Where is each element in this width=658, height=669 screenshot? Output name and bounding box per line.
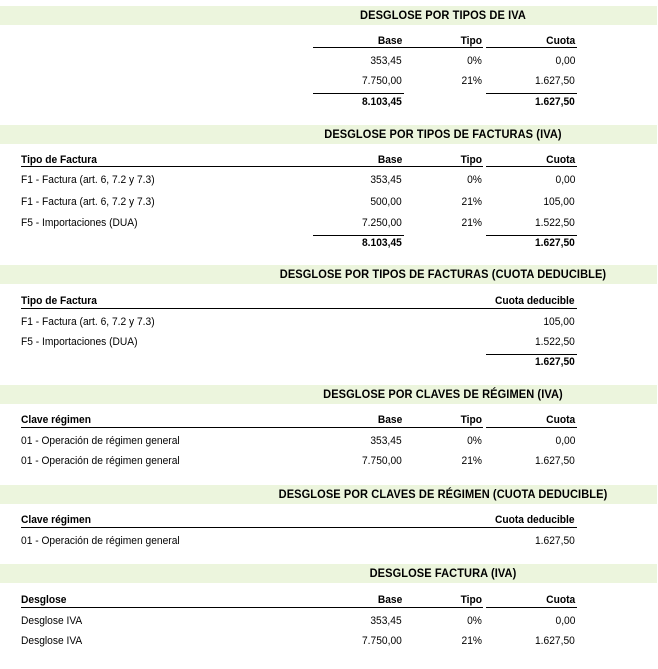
- cell-cuota: 1.627,50: [535, 75, 575, 87]
- header-underline: [486, 47, 577, 48]
- cell-base: 7.750,00: [362, 635, 402, 647]
- column-header-tipo-factura: Tipo de Factura: [21, 295, 97, 307]
- section-header-band: [0, 6, 657, 25]
- cell-base: 353,45: [370, 615, 402, 627]
- column-header-cuota: Cuota: [546, 35, 575, 47]
- cell-label: F1 - Factura (art. 6, 7.2 y 7.3): [21, 316, 155, 328]
- cell-base: 353,45: [370, 435, 402, 447]
- header-underline: [21, 427, 483, 428]
- cell-label: 01 - Operación de régimen general: [21, 435, 180, 447]
- column-header-cuota-deducible: Cuota deducible: [495, 295, 575, 307]
- cell-label: Desglose IVA: [21, 615, 83, 627]
- total-line: [313, 235, 404, 236]
- totals-row: [0, 96, 658, 112]
- header-underline: [21, 166, 483, 167]
- column-header-tipo: Tipo: [460, 594, 482, 606]
- column-header-base: Base: [377, 414, 402, 426]
- cell-base: 7.750,00: [362, 75, 402, 87]
- table-row: [0, 316, 658, 332]
- cell-label: F5 - Importaciones (DUA): [21, 217, 138, 229]
- total-cuota: 1.627,50: [535, 237, 575, 249]
- column-header-tipo: Tipo: [460, 414, 482, 426]
- section-header-band: [0, 485, 657, 504]
- section-header-band: [0, 564, 657, 583]
- section-title: DESGLOSE POR TIPOS DE FACTURAS (IVA): [324, 127, 562, 141]
- header-underline: [21, 527, 577, 528]
- cell-cuota: 0,00: [555, 435, 575, 447]
- table-row: [0, 535, 658, 551]
- cell-label: F5 - Importaciones (DUA): [21, 336, 138, 348]
- column-header-tipo: Tipo: [460, 35, 482, 47]
- table-row: [0, 196, 658, 212]
- total-line: [313, 93, 404, 94]
- column-header-cuota-deducible: Cuota deducible: [495, 514, 575, 526]
- cell-label: F1 - Factura (art. 6, 7.2 y 7.3): [21, 196, 155, 208]
- column-header-cuota: Cuota: [546, 414, 575, 426]
- cell-cuota: 0,00: [555, 55, 575, 67]
- table-header-row: [0, 154, 658, 170]
- cell-tipo: 0%: [467, 435, 482, 447]
- total-line: [486, 235, 577, 236]
- table-row: [0, 55, 658, 71]
- section-title: DESGLOSE FACTURA (IVA): [369, 566, 517, 580]
- section-header-band: [0, 125, 657, 144]
- column-header-base: Base: [377, 35, 402, 47]
- cell-cuota-deducible: 105,00: [543, 316, 575, 328]
- totals-row: [0, 356, 658, 372]
- header-underline: [21, 308, 577, 309]
- table-row: [0, 174, 658, 190]
- table-row: [0, 455, 658, 471]
- cell-tipo: 21%: [461, 217, 482, 229]
- cell-tipo: 21%: [461, 635, 482, 647]
- section-title: DESGLOSE POR TIPOS DE IVA: [360, 8, 526, 22]
- total-line: [486, 354, 577, 355]
- cell-label: Desglose IVA: [21, 635, 83, 647]
- column-header-base: Base: [377, 594, 402, 606]
- cell-cuota: 105,00: [543, 196, 575, 208]
- cell-tipo: 0%: [467, 615, 482, 627]
- table-row: [0, 217, 658, 233]
- totals-row: [0, 237, 658, 253]
- header-underline: [486, 607, 577, 608]
- cell-cuota: 1.627,50: [535, 635, 575, 647]
- cell-label: 01 - Operación de régimen general: [21, 455, 180, 467]
- column-header-clave-regimen: Clave régimen: [21, 514, 91, 526]
- total-base: 8.103,45: [362, 96, 402, 108]
- column-header-tipo: Tipo: [460, 154, 482, 166]
- cell-tipo: 0%: [467, 174, 482, 186]
- column-header-desglose: Desglose: [21, 594, 67, 606]
- table-row: [0, 435, 658, 451]
- cell-cuota: 1.522,50: [535, 217, 575, 229]
- column-header-base: Base: [377, 154, 402, 166]
- header-underline: [21, 607, 483, 608]
- cell-tipo: 21%: [461, 196, 482, 208]
- section-title: DESGLOSE POR CLAVES DE RÉGIMEN (IVA): [323, 387, 563, 401]
- total-cuota-deducible: 1.627,50: [535, 356, 575, 368]
- cell-base: 500,00: [370, 196, 402, 208]
- table-header-row: [0, 35, 658, 51]
- cell-cuota-deducible: 1.627,50: [535, 535, 575, 547]
- column-header-cuota: Cuota: [546, 154, 575, 166]
- cell-tipo: 21%: [461, 75, 482, 87]
- header-underline: [313, 47, 483, 48]
- table-row: [0, 615, 658, 631]
- header-underline: [486, 166, 577, 167]
- table-row: [0, 75, 658, 91]
- cell-cuota: 0,00: [555, 174, 575, 186]
- column-header-tipo-factura: Tipo de Factura: [21, 154, 97, 166]
- column-header-cuota: Cuota: [546, 594, 575, 606]
- cell-label: F1 - Factura (art. 6, 7.2 y 7.3): [21, 174, 155, 186]
- total-base: 8.103,45: [362, 237, 402, 249]
- section-header-band: [0, 265, 657, 284]
- total-line: [486, 93, 577, 94]
- header-underline: [486, 427, 577, 428]
- cell-base: 7.250,00: [362, 217, 402, 229]
- section-title: DESGLOSE POR CLAVES DE RÉGIMEN (CUOTA DEDUCIBLE): [278, 487, 608, 501]
- cell-cuota: 1.627,50: [535, 455, 575, 467]
- cell-cuota-deducible: 1.522,50: [535, 336, 575, 348]
- cell-base: 353,45: [370, 174, 402, 186]
- section-title: DESGLOSE POR TIPOS DE FACTURAS (CUOTA DEDUCIBLE): [279, 267, 607, 281]
- cell-tipo: 21%: [461, 455, 482, 467]
- cell-cuota: 0,00: [555, 615, 575, 627]
- table-row: [0, 336, 658, 352]
- cell-base: 353,45: [370, 55, 402, 67]
- cell-label: 01 - Operación de régimen general: [21, 535, 180, 547]
- table-row: [0, 635, 658, 651]
- cell-base: 7.750,00: [362, 455, 402, 467]
- cell-tipo: 0%: [467, 55, 482, 67]
- column-header-clave-regimen: Clave régimen: [21, 414, 91, 426]
- total-cuota: 1.627,50: [535, 96, 575, 108]
- section-header-band: [0, 385, 657, 404]
